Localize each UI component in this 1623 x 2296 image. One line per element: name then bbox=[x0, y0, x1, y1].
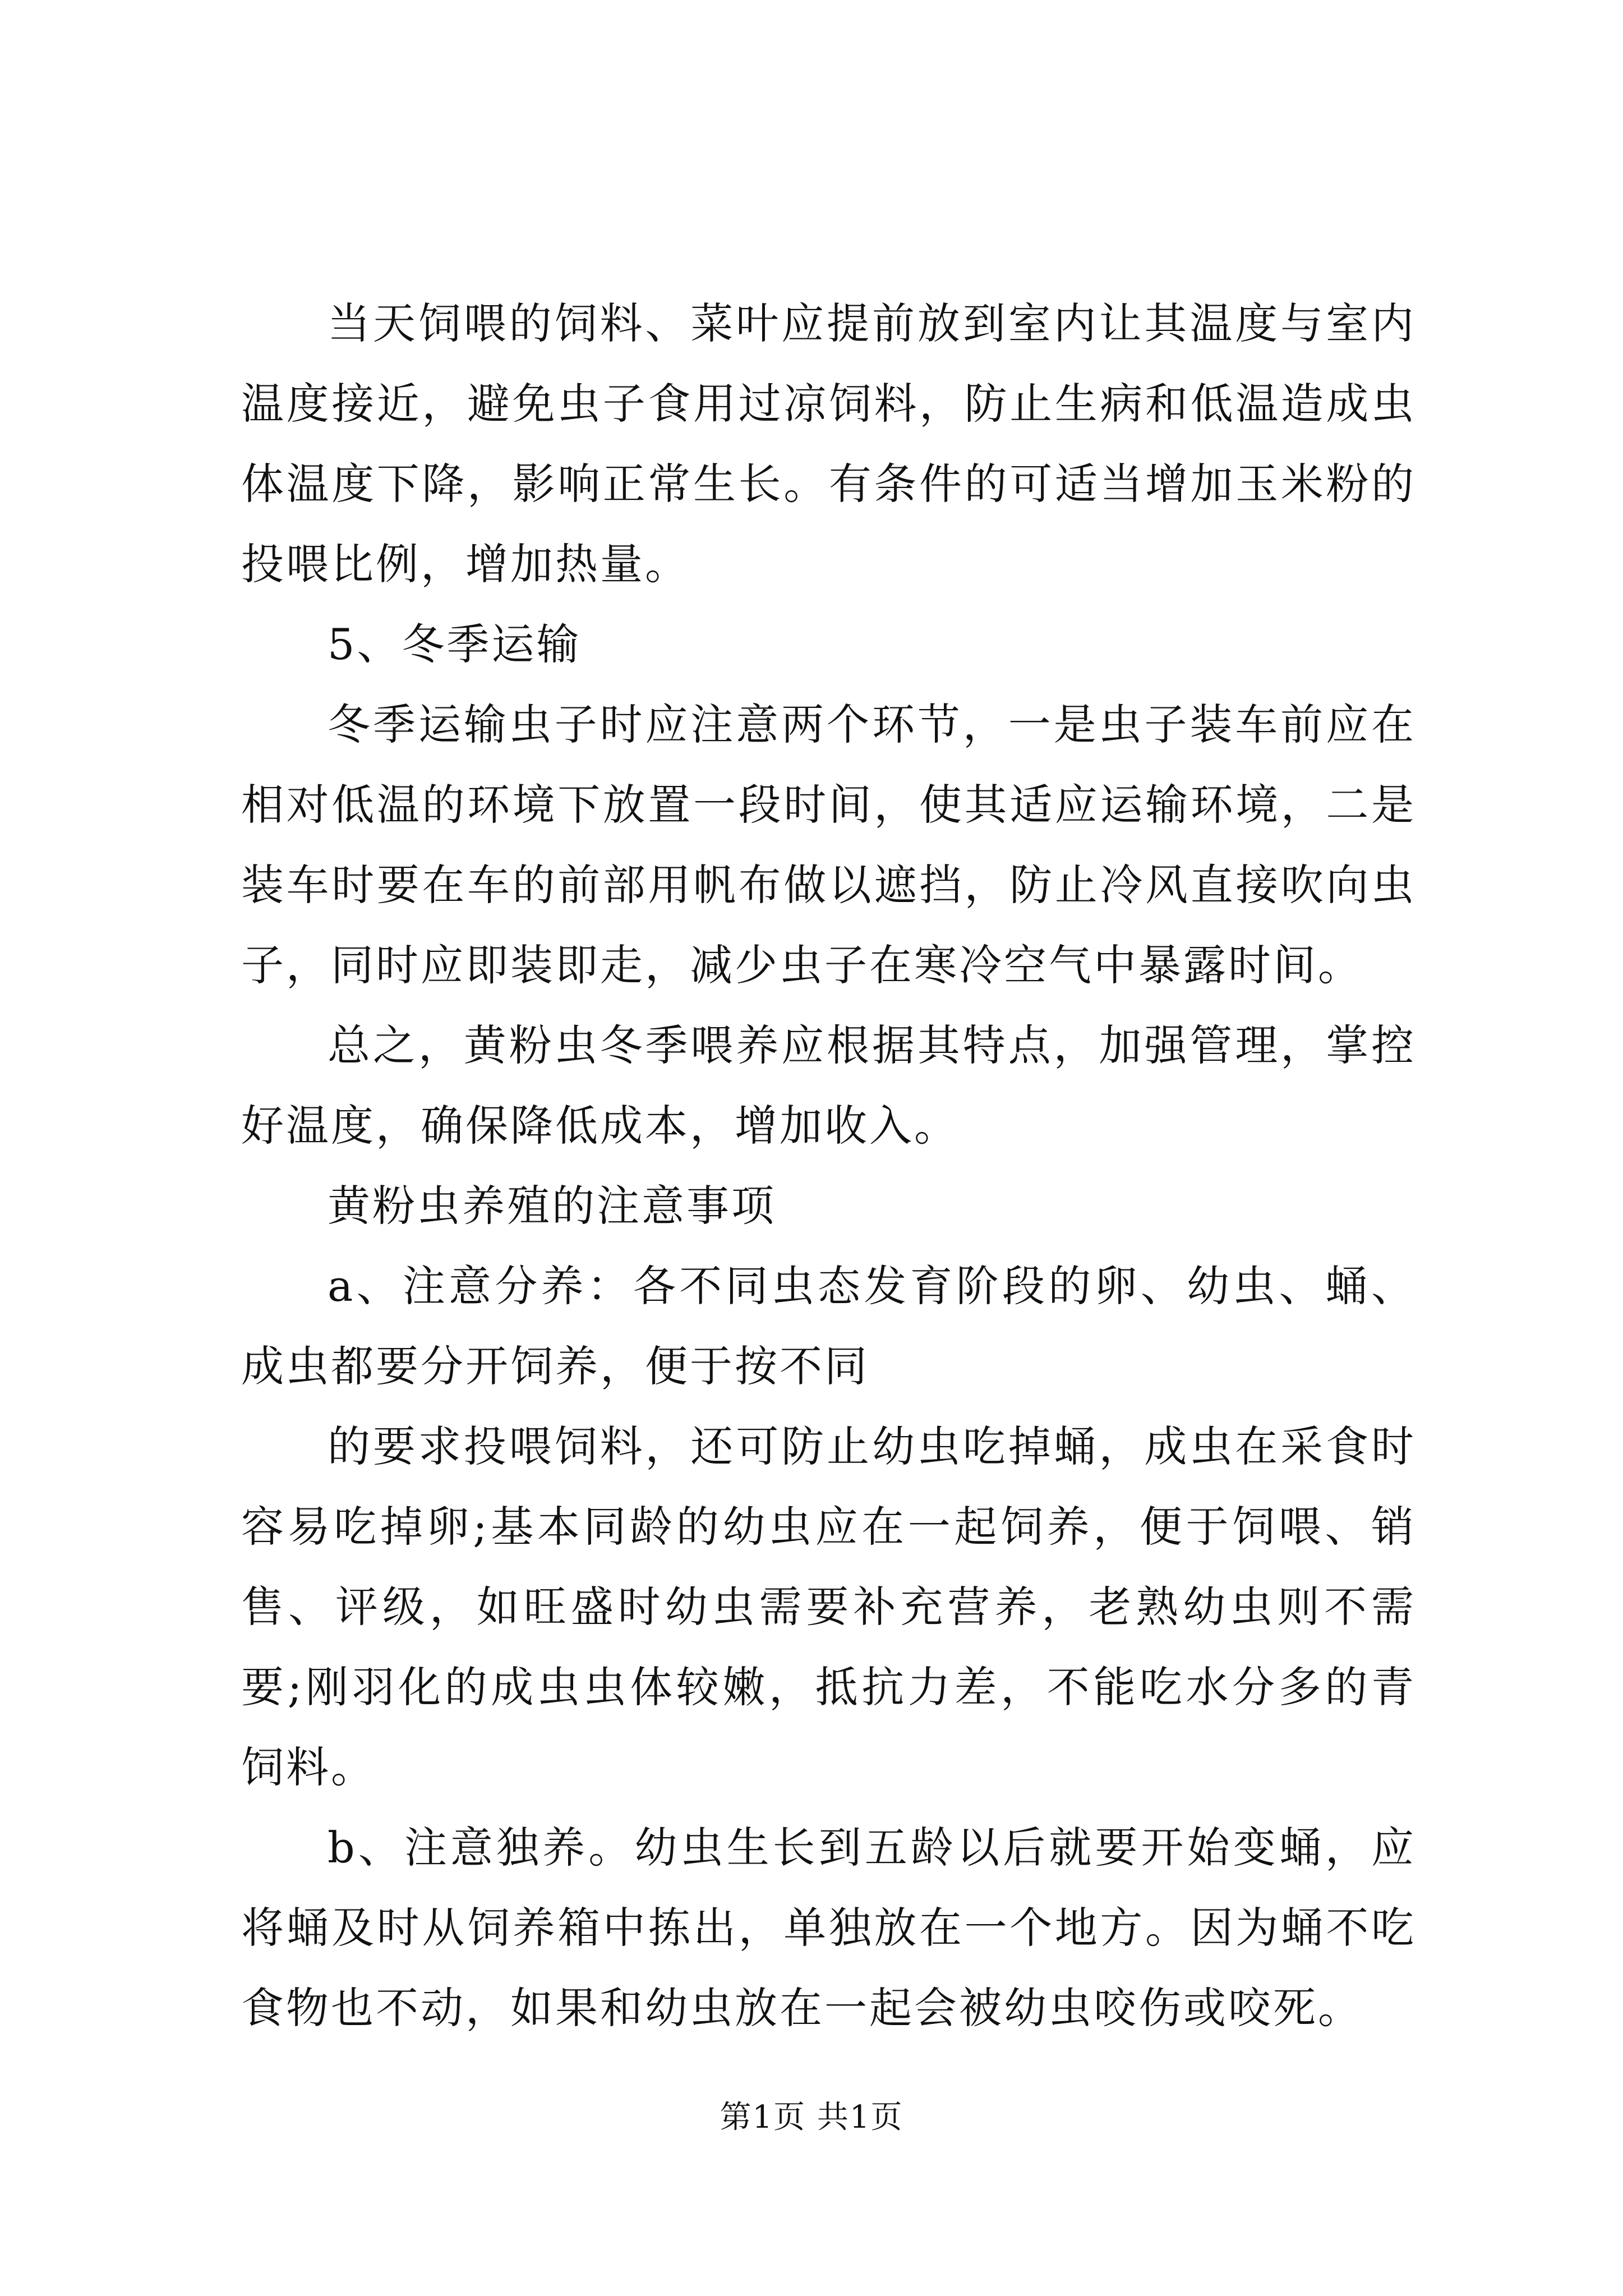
paragraph-isolate-pupae: b、注意独养。幼虫生长到五龄以后就要开始变蛹，应将蛹及时从饲养箱中拣出，单独放在一个地方。因为蛹不吃食物也不动，如果和幼虫放在一起会被幼虫咬伤或咬死。 bbox=[241, 1823, 1416, 2033]
heading-breeding-notes: 黄粉虫养殖的注意事项 bbox=[328, 1181, 776, 1231]
paragraph-separate-rearing: a、注意分养：各不同虫态发育阶段的卵、幼虫、蛹、成虫都要分开饲养，便于按不同 bbox=[241, 1261, 1416, 1391]
page-footer: 第1页 共1页 bbox=[720, 2099, 903, 2136]
paragraph-winter-transport: 冬季运输虫子时应注意两个环节，一是虫子装车前应在相对低温的环境下放置一段时间，使其适应运输环境，二是装车时要在车的前部用帆布做以遮挡，防止冷风直接吹向虫子，同时应即装即走，减少虫子在寒冷空气中暴露时间。 bbox=[241, 700, 1416, 990]
paragraph-feed-temperature: 当天饲喂的饲料、菜叶应提前放到室内让其温度与室内温度接近，避免虫子食用过凉饲料，防止生病和低温造成虫体温度下降，影响正常生长。有条件的可适当增加玉米粉的投喂比例，增加热量。 bbox=[241, 298, 1416, 589]
heading-winter-transport: 5、冬季运输 bbox=[328, 619, 582, 669]
paragraph-summary: 总之，黄粉虫冬季喂养应根据其特点，加强管理，掌控好温度，确保降低成本，增加收入。 bbox=[241, 1020, 1416, 1151]
document-body bbox=[241, 283, 1416, 2048]
paragraph-feeding-requirements: 的要求投喂饲料，还可防止幼虫吃掉蛹，成虫在采食时容易吃掉卵;基本同龄的幼虫应在一起饲养，便于饲喂、销售、评级，如旺盛时幼虫需要补充营养，老熟幼虫则不需要;刚羽化的成虫虫体较嫩，抵抗力差，不能吃水分多的青饲料。 bbox=[241, 1421, 1416, 1792]
